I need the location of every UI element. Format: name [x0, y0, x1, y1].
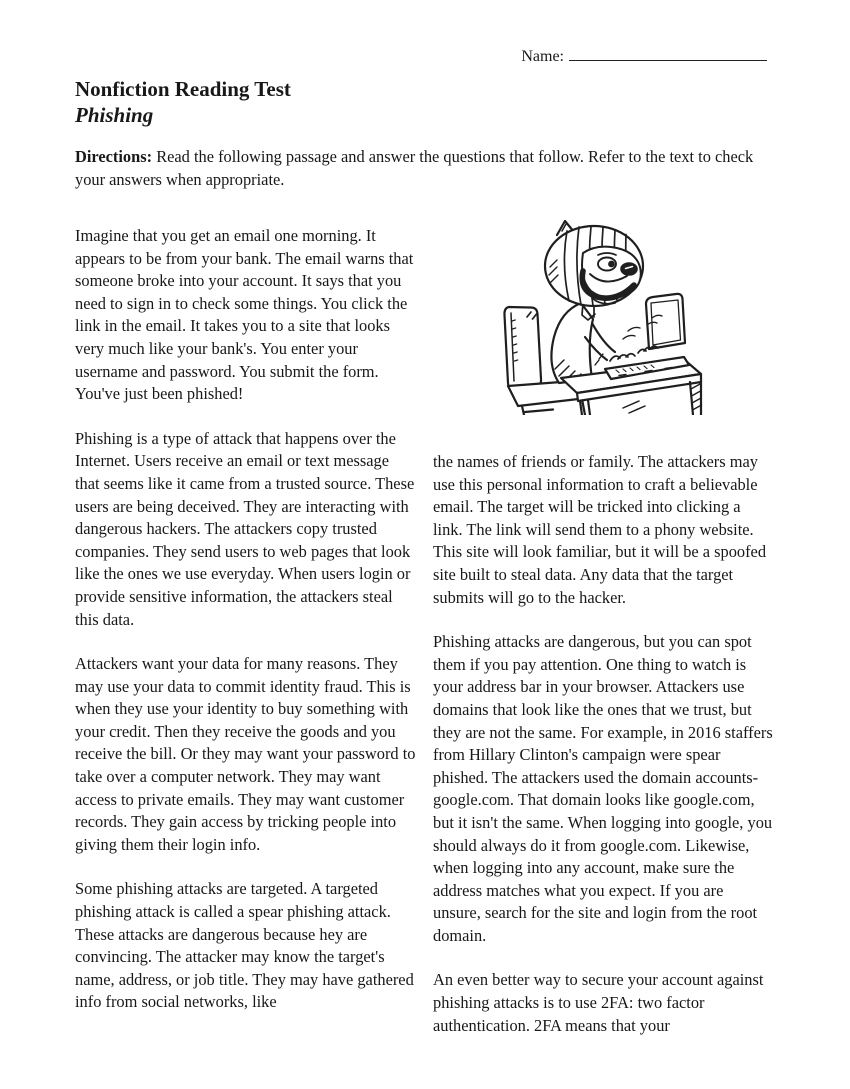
passage-paragraph: the names of friends or family. The attackers may use this personal information to craft a believable email. The target will be tricked into clicking a link. The link will send them to a phony website. This site will look familiar, but it will be a spoofed site built to steal data. Any data that the target submits will go to the hacker.: [433, 452, 767, 607]
name-label: Name:: [521, 48, 564, 65]
hacker-at-laptop-illustration: [433, 219, 774, 415]
name-blank-line[interactable]: [569, 46, 767, 61]
passage-paragraph: An even better way to secure your account against phishing attacks is to use 2FA: two factor authentication. 2FA means that your: [433, 970, 764, 1035]
passage-paragraph: Imagine that you get an email one morning. It appears to be from your bank. The email warns that someone broke into your account. It says that you need to sign in to check some things. You click the link in the email. It takes you to a site that looks very much like your bank's. You enter your username and password. You submit the form. You've just been phished!: [75, 226, 414, 404]
passage-paragraph: Attackers want your data for many reasons. They may use your data to commit identity fraud. This is when they use your identity to buy something with your credit. Then they receive the goods and you receive the bill. Or they may want your password to take over a computer network. They may want access to private emails. They may want customer records. They gain access by tricking people into giving them their login info.: [75, 654, 416, 854]
passage-paragraph: Phishing is a type of attack that happens over the Internet. Users receive an email or text message that seems like it came from a trusted source. These users are being deceived. They are interacting with dangerous hackers. The attackers copy trusted companies. They send users to web pages that look like the ones we use everyday. When users login or provide sensitive information, the attackers steal this data.: [75, 428, 415, 629]
passage-columns: [75, 225, 775, 1059]
page-title: Nonfiction Reading Test: [75, 77, 291, 101]
name-row: [75, 46, 775, 66]
left-column: [75, 225, 416, 1059]
passage-paragraph: Some phishing attacks are targeted. A targeted phishing attack is called a spear phishing attack. These attacks are dangerous because hey are convincing. The attacker may know the target's name, address, or job title. They may have gathered info from social networks, like: [75, 879, 414, 1012]
passage-paragraph: Phishing attacks are dangerous, but you can spot them if you pay attention. One thing to watch is your address bar in your browser. Attackers use domains that look like the ones that we trust, but they are not the same. For example, in 2016 staffers from Hillary Clinton's campaign were spear phished. The attackers used the domain accounts-google.com. That domain looks like google.com, but it isn't the same. When logging into google, you should always do it from google.com. Likewise, when logging into any account, make sure the address matches what you expect. If you are unsure, search for the site and login from the root domain.: [433, 632, 773, 945]
page-subtitle: Phishing: [75, 103, 154, 127]
directions-text: Read the following passage and answer the questions that follow. Refer to the text to check your answers when appropriate.: [75, 147, 754, 189]
directions-label: Directions:: [75, 147, 153, 166]
directions: [75, 145, 775, 191]
right-column: [433, 225, 774, 1059]
hacker-illustration-svg: [495, 219, 705, 415]
